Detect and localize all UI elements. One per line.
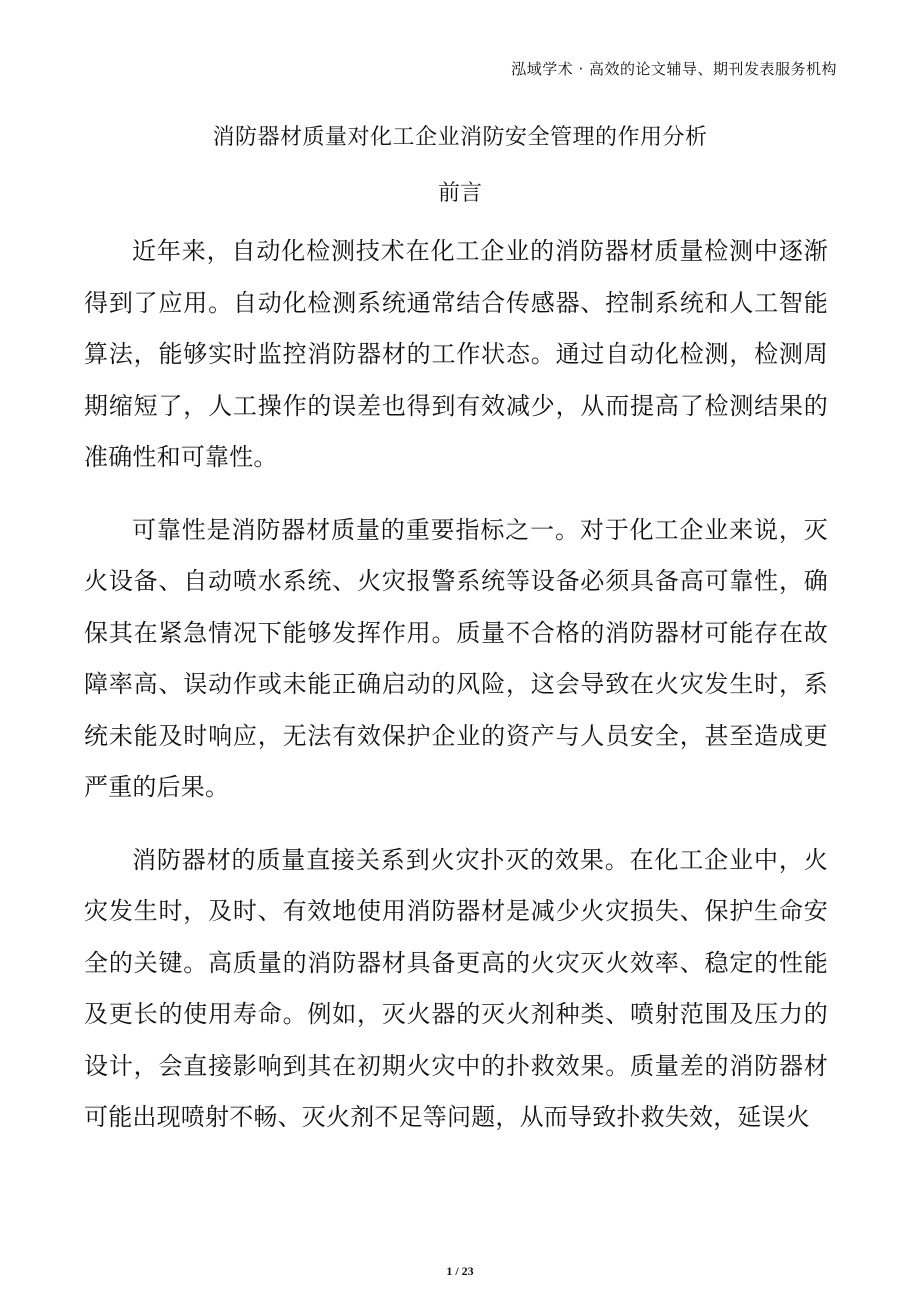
page-number: 1 / 23 [446,1264,474,1278]
document-title: 消防器材质量对化工企业消防安全管理的作用分析 [212,125,708,150]
page-header: 泓域学术 · 高效的论文辅导、期刊发表服务机构 [511,60,837,78]
body-paragraph-3: 消防器材的质量直接关系到火灾扑灭的效果。在化工企业中，火灾发生时，及时、有效地使用消防器材是减少火灾损失、保护生命安全的关键。高质量的消防器材具备更高的火灾灭火效率、稳定的性能及更长的使用寿命。例如，灭火器的灭火剂种类、喷射范围及压力的设计，会直接影响到其在初期火灾中的扑救效果。质量差的消防器材可能出现喷射不畅、灭火剂不足等问题，从而导致扑救失效，延误火 [84,845,828,1131]
document-body [84,226,828,1165]
section-heading: 前言 [437,181,482,206]
body-paragraph-1: 近年来，自动化检测技术在化工企业的消防器材质量检测中逐渐得到了应用。自动化检测系统通常结合传感器、控制系统和人工智能算法，能够实时监控消防器材的工作状态。通过自动化检测，检测周期缩短了，人工操作的误差也得到有效减少，从而提高了检测结果的准确性和可靠性。 [84,237,828,471]
body-paragraph-2: 可靠性是消防器材质量的重要指标之一。对于化工企业来说，灭火设备、自动喷水系统、火灾报警系统等设备必须具备高可靠性，确保其在紧急情况下能够发挥作用。质量不合格的消防器材可能存在故障率高、误动作或未能正确启动的风险，这会导致在火灾发生时，系统未能及时响应，无法有效保护企业的资产与人员安全，甚至造成更严重的后果。 [84,515,828,801]
